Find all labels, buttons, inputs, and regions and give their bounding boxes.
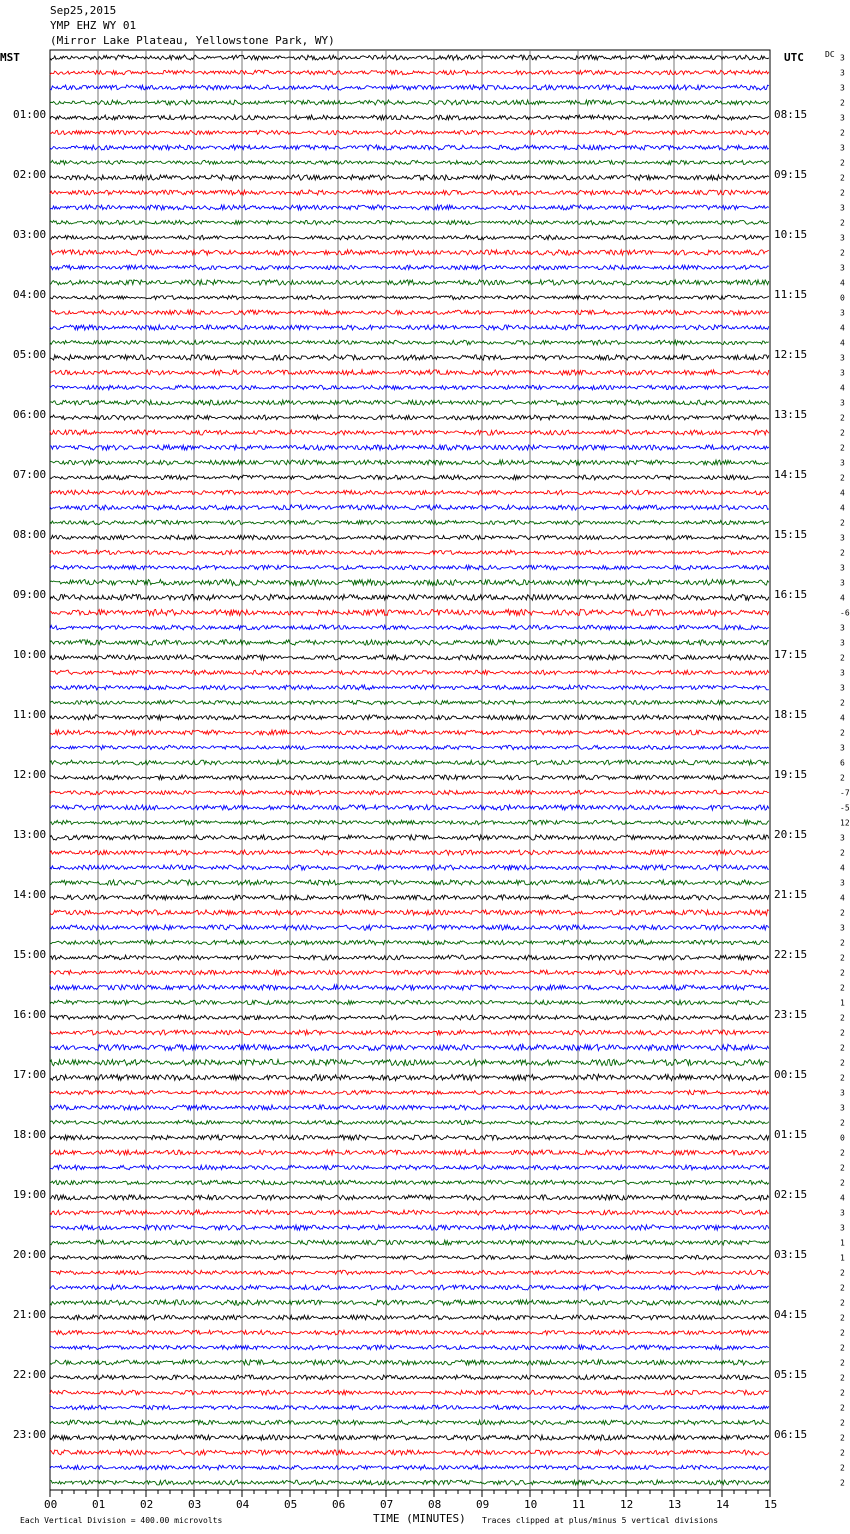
dc-offset-label: 3 [840, 533, 845, 543]
utc-hour-label: 21:15 [774, 888, 808, 901]
utc-hour-label: 22:15 [774, 948, 808, 961]
seismic-trace [50, 1090, 769, 1094]
utc-hour-label: 00:15 [774, 1068, 808, 1081]
x-tick-label: 08 [428, 1498, 442, 1511]
dc-label: DC [825, 50, 835, 59]
dc-offset-label: 2 [840, 773, 845, 783]
seismic-trace [50, 415, 769, 420]
utc-label: UTC [784, 51, 804, 64]
seismic-trace [50, 1150, 769, 1155]
dc-offset-label: 4 [840, 713, 845, 723]
x-tick-label: 09 [476, 1498, 490, 1511]
dc-offset-label: 12 [840, 818, 850, 828]
seismic-trace [50, 625, 769, 630]
seismic-trace [50, 310, 769, 315]
seismic-trace [50, 190, 769, 195]
seismic-trace [50, 940, 769, 945]
dc-offset-label: 2 [840, 1118, 845, 1128]
dc-offset-label: -7 [840, 788, 850, 798]
mst-hour-label: 17:00 [13, 1068, 47, 1081]
x-tick-label: 01 [92, 1498, 106, 1511]
dc-offset-label: 3 [840, 668, 845, 678]
dc-offset-label: 2 [840, 1298, 845, 1308]
seismic-trace [50, 250, 769, 256]
dc-offset-label: 4 [840, 593, 845, 603]
dc-offset-label: 2 [840, 728, 845, 738]
seismic-trace [50, 745, 769, 749]
seismic-trace [50, 295, 769, 299]
x-tick-label: 04 [236, 1498, 250, 1511]
dc-offset-label: 2 [840, 1163, 845, 1173]
mst-hour-label: 02:00 [13, 168, 47, 181]
seismic-trace [50, 535, 769, 540]
dc-offset-label: 2 [840, 1463, 845, 1473]
mst-hour-label: 16:00 [13, 1008, 47, 1021]
seismic-trace [50, 1285, 769, 1290]
seismic-trace [50, 1405, 769, 1409]
mst-hour-label: 09:00 [13, 588, 47, 601]
dc-offset-label: 1 [840, 1253, 845, 1263]
dc-offset-label: 3 [840, 1223, 845, 1233]
clip-note: Traces clipped at plus/minus 5 vertical divisions [482, 1516, 719, 1525]
dc-offset-label: 3 [840, 308, 845, 318]
mst-hour-label: 06:00 [13, 408, 47, 421]
dc-offset-label: 3 [840, 53, 845, 63]
seismic-trace [50, 475, 769, 480]
x-axis-title: TIME (MINUTES) [373, 1512, 466, 1525]
dc-offset-label: 3 [840, 353, 845, 363]
seismic-trace [50, 145, 769, 150]
dc-offset-label: 3 [840, 638, 845, 648]
dc-offset-label: 2 [840, 173, 845, 183]
dc-offset-label: 2 [840, 218, 845, 228]
seismic-trace [50, 85, 769, 90]
seismic-trace [50, 370, 769, 375]
station-location: (Mirror Lake Plateau, Yellowstone Park, WY) [50, 34, 335, 47]
mst-hour-label: 10:00 [13, 648, 47, 661]
x-tick-label: 02 [140, 1498, 154, 1511]
dc-offset-label: 2 [840, 1178, 845, 1188]
dc-offset-label: 2 [840, 128, 845, 138]
seismic-trace [50, 1450, 769, 1455]
mst-hour-label: 01:00 [13, 108, 47, 121]
utc-hour-label: 17:15 [774, 648, 808, 661]
seismic-trace [50, 175, 769, 180]
utc-hour-label: 19:15 [774, 768, 808, 781]
mst-hour-label: 14:00 [13, 888, 47, 901]
seismic-trace [50, 550, 769, 555]
seismic-trace [50, 700, 769, 704]
seismic-trace [50, 1105, 769, 1110]
seismic-trace [50, 100, 769, 105]
seismic-trace [50, 400, 769, 405]
mst-hour-label: 11:00 [13, 708, 47, 721]
dc-offset-label: 3 [840, 368, 845, 378]
dc-offset-label: 2 [840, 983, 845, 993]
mst-hour-label: 15:00 [13, 948, 47, 961]
dc-offset-label: 2 [840, 413, 845, 423]
seismic-trace [50, 609, 769, 615]
utc-hour-label: 08:15 [774, 108, 808, 121]
seismic-trace [50, 1000, 769, 1005]
x-tick-label: 15 [764, 1498, 778, 1511]
dc-offset-label: 2 [840, 1268, 845, 1278]
dc-offset-label: 0 [840, 293, 845, 303]
utc-hour-label: 06:15 [774, 1428, 808, 1441]
x-tick-label: 14 [716, 1498, 730, 1511]
seismic-trace [50, 970, 769, 975]
seismic-trace [50, 1225, 769, 1230]
mst-hour-label: 20:00 [13, 1248, 47, 1261]
dc-offset-label: 4 [840, 323, 845, 333]
seismic-trace [50, 715, 769, 720]
dc-offset-label: 2 [840, 1028, 845, 1038]
seismic-trace [50, 1120, 769, 1124]
x-tick-label: 03 [188, 1498, 202, 1511]
seismic-trace [50, 1390, 769, 1395]
seismic-trace [50, 1180, 769, 1185]
dc-offset-label: 2 [840, 1073, 845, 1083]
mst-hour-label: 04:00 [13, 288, 47, 301]
dc-offset-label: 2 [840, 428, 845, 438]
dc-offset-label: 2 [840, 98, 845, 108]
mst-hour-label: 18:00 [13, 1128, 47, 1141]
dc-offset-label: 3 [840, 1088, 845, 1098]
seismic-trace [50, 730, 769, 735]
mst-hour-labels [13, 108, 46, 1441]
seismic-trace [50, 1165, 769, 1170]
utc-hour-label: 18:15 [774, 708, 808, 721]
dc-offset-label: 3 [840, 923, 845, 933]
seismic-trace [50, 910, 769, 915]
dc-offset-label: 2 [840, 968, 845, 978]
seismic-trace [50, 790, 769, 795]
dc-offset-label: 3 [840, 578, 845, 588]
seismic-trace [50, 355, 769, 360]
dc-offset-label: 3 [840, 878, 845, 888]
dc-offset-label: 6 [840, 758, 845, 768]
dc-offset-label: 4 [840, 893, 845, 903]
mst-hour-label: 12:00 [13, 768, 47, 781]
dc-offset-label: 2 [840, 1148, 845, 1158]
mst-hour-label: 23:00 [13, 1428, 47, 1441]
seismic-trace [50, 955, 769, 960]
dc-offset-label: 4 [840, 1193, 845, 1203]
time-axis [44, 1490, 777, 1511]
dc-offset-label: 2 [840, 1388, 845, 1398]
seismic-trace [50, 55, 769, 60]
dc-offset-label: 3 [840, 833, 845, 843]
mst-hour-label: 19:00 [13, 1188, 47, 1201]
seismic-trace [50, 520, 769, 524]
seismic-trace [50, 850, 769, 855]
x-tick-label: 13 [668, 1498, 682, 1511]
seismic-trace [50, 760, 769, 765]
dc-offset-label: 2 [840, 1058, 845, 1068]
dc-offset-label: 1 [840, 1238, 845, 1248]
dc-offset-label: 2 [840, 848, 845, 858]
dc-offset-labels [840, 54, 850, 1488]
seismic-trace [50, 1270, 769, 1274]
seismic-trace [50, 130, 769, 134]
seismic-trace [50, 985, 769, 990]
utc-hour-label: 16:15 [774, 588, 808, 601]
dc-offset-label: 2 [840, 1358, 845, 1368]
dc-offset-label: 3 [840, 683, 845, 693]
seismic-trace [50, 460, 769, 465]
seismic-trace [50, 925, 769, 930]
dc-offset-label: 2 [840, 1043, 845, 1053]
dc-offset-label: 4 [840, 383, 845, 393]
dc-offset-label: 3 [840, 743, 845, 753]
seismic-trace [50, 805, 769, 810]
dc-offset-label: 4 [840, 488, 845, 498]
seismic-trace [50, 1315, 769, 1320]
seismic-trace [50, 445, 769, 450]
seismic-trace [50, 775, 769, 780]
mst-hour-label: 22:00 [13, 1368, 47, 1381]
utc-hour-label: 09:15 [774, 168, 808, 181]
dc-offset-label: 2 [840, 1433, 845, 1443]
dc-offset-label: 3 [840, 203, 845, 213]
seismic-trace [50, 1420, 769, 1425]
mst-hour-label: 13:00 [13, 828, 47, 841]
scale-note: Each Vertical Division = 400.00 microvolts [20, 1516, 223, 1525]
seismic-trace [50, 865, 769, 870]
dc-offset-label: 2 [840, 1373, 845, 1383]
seismic-trace [50, 1195, 769, 1200]
utc-hour-label: 02:15 [774, 1188, 808, 1201]
seismic-trace [50, 1135, 769, 1140]
dc-offset-label: 3 [840, 563, 845, 573]
seismic-trace [50, 220, 769, 225]
seismic-trace [50, 655, 769, 660]
utc-hour-label: 14:15 [774, 468, 808, 481]
dc-offset-label: 3 [840, 113, 845, 123]
utc-hour-label: 05:15 [774, 1368, 808, 1381]
dc-offset-label: 4 [840, 278, 845, 288]
x-tick-label: 05 [284, 1498, 298, 1511]
utc-hour-label: 12:15 [774, 348, 808, 361]
dc-offset-label: 0 [840, 1133, 845, 1143]
mst-label: MST [0, 51, 20, 64]
dc-offset-label: 2 [840, 1418, 845, 1428]
dc-offset-label: 4 [840, 503, 845, 513]
dc-offset-label: 2 [840, 1403, 845, 1413]
seismic-trace [50, 115, 769, 120]
dc-offset-label: 4 [840, 863, 845, 873]
dc-offset-label: 2 [840, 1283, 845, 1293]
seismic-trace [50, 340, 769, 345]
dc-offset-label: 3 [840, 458, 845, 468]
seismic-trace [50, 280, 769, 285]
seismic-trace [50, 385, 769, 390]
dc-offset-label: 3 [840, 1208, 845, 1218]
dc-offset-label: 3 [840, 143, 845, 153]
seismic-trace [50, 1465, 769, 1470]
utc-hour-label: 13:15 [774, 408, 808, 421]
seismic-trace [50, 1210, 769, 1215]
seismic-trace [50, 1044, 769, 1050]
x-tick-label: 11 [572, 1498, 586, 1511]
dc-offset-label: 3 [840, 623, 845, 633]
dc-offset-label: 2 [840, 1313, 845, 1323]
utc-hour-label: 15:15 [774, 528, 808, 541]
dc-offset-label: 2 [840, 443, 845, 453]
dc-offset-label: 2 [840, 938, 845, 948]
dc-offset-label: 2 [840, 953, 845, 963]
x-tick-label: 12 [620, 1498, 634, 1511]
seismic-trace [50, 685, 769, 690]
seismic-trace [50, 1345, 769, 1350]
seismic-trace [50, 1330, 769, 1335]
seismic-trace [50, 235, 769, 240]
x-tick-label: 06 [332, 1498, 346, 1511]
seismic-trace [50, 1059, 769, 1065]
seismic-trace [50, 895, 769, 900]
dc-offset-label: 3 [840, 1103, 845, 1113]
dc-offset-label: 2 [840, 518, 845, 528]
seismic-trace [50, 1360, 769, 1365]
mst-hour-label: 03:00 [13, 228, 47, 241]
dc-offset-label: 3 [840, 263, 845, 273]
dc-offset-label: 2 [840, 1448, 845, 1458]
mst-hour-label: 08:00 [13, 528, 47, 541]
x-tick-label: 00 [44, 1498, 58, 1511]
dc-offset-label: 2 [840, 1013, 845, 1023]
utc-hour-label: 20:15 [774, 828, 808, 841]
record-date: Sep25,2015 [50, 4, 117, 17]
utc-hour-label: 11:15 [774, 288, 808, 301]
utc-hour-labels [774, 108, 807, 1441]
mst-hour-label: 07:00 [13, 468, 47, 481]
seismic-trace [50, 1240, 769, 1245]
seismic-trace [50, 579, 769, 585]
x-tick-label: 10 [524, 1498, 538, 1511]
seismic-trace [50, 565, 769, 570]
seismic-trace [50, 1375, 769, 1380]
dc-offset-label: 3 [840, 233, 845, 243]
utc-hour-label: 04:15 [774, 1308, 808, 1321]
seismic-trace [50, 1015, 769, 1020]
dc-offset-label: 2 [840, 548, 845, 558]
utc-hour-label: 23:15 [774, 1008, 808, 1021]
dc-offset-label: 2 [840, 1328, 845, 1338]
seismic-traces [50, 55, 769, 1485]
dc-offset-label: -5 [840, 803, 850, 813]
utc-hour-label: 10:15 [774, 228, 808, 241]
dc-offset-label: 2 [840, 653, 845, 663]
dc-offset-label: 2 [840, 473, 845, 483]
dc-offset-label: 2 [840, 908, 845, 918]
dc-offset-label: 2 [840, 1343, 845, 1353]
dc-offset-label: 3 [840, 68, 845, 78]
seismic-trace [50, 430, 769, 435]
seismic-trace [50, 820, 769, 825]
dc-offset-label: 2 [840, 1478, 845, 1488]
dc-offset-label: 3 [840, 398, 845, 408]
seismic-trace [50, 265, 769, 270]
seismic-trace [50, 835, 769, 840]
mst-hour-label: 21:00 [13, 1308, 47, 1321]
dc-offset-label: 4 [840, 338, 845, 348]
seismic-trace [50, 640, 769, 646]
station-code: YMP EHZ WY 01 [50, 19, 137, 32]
utc-hour-label: 03:15 [774, 1248, 808, 1261]
seismic-trace [50, 1255, 769, 1259]
seismic-trace [50, 670, 769, 675]
mst-hour-label: 05:00 [13, 348, 47, 361]
seismic-trace [50, 70, 769, 75]
dc-offset-label: 2 [840, 248, 845, 258]
seismic-trace [50, 880, 769, 885]
seismic-trace [50, 325, 769, 330]
seismic-trace [50, 160, 769, 164]
utc-hour-label: 01:15 [774, 1128, 808, 1141]
seismic-trace [50, 205, 769, 210]
seismic-trace [50, 490, 769, 495]
seismic-trace [50, 1480, 769, 1485]
seismic-trace [50, 594, 769, 600]
dc-offset-label: 2 [840, 158, 845, 168]
seismic-trace [50, 505, 769, 510]
x-tick-label: 07 [380, 1498, 394, 1511]
dc-offset-label: 2 [840, 188, 845, 198]
dc-offset-label: 2 [840, 698, 845, 708]
seismic-trace [50, 1300, 769, 1305]
seismic-trace [50, 1435, 769, 1440]
seismic-trace [50, 1074, 769, 1080]
dc-offset-label: 3 [840, 83, 845, 93]
dc-offset-label: 1 [840, 998, 845, 1008]
dc-offset-label: -6 [840, 608, 850, 618]
seismic-trace [50, 1030, 769, 1035]
